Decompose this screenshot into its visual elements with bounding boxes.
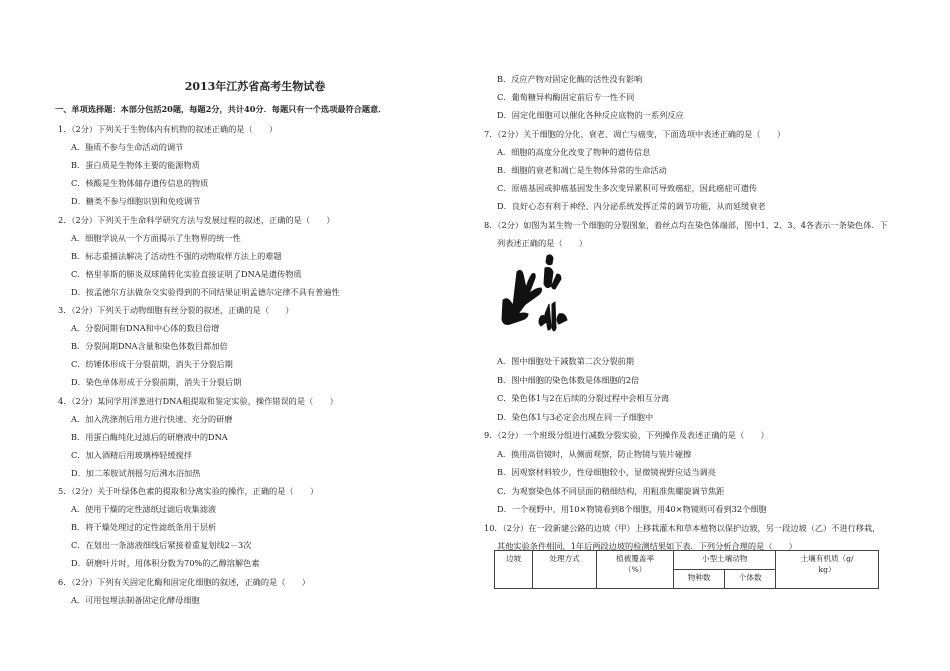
- question-text: 1．（2分）下列关于生物体内有机物的叙述正确的是（ ）: [58, 124, 278, 134]
- header-count: 个体数: [725, 570, 776, 589]
- cell-division-figure: [497, 252, 589, 342]
- answer-option: A．分裂间期有DNA和中心体的数目倍增: [71, 323, 220, 334]
- header-cover: 植被覆盖率 （%）: [597, 551, 674, 589]
- answer-option: C．原癌基因或抑癌基因发生多次变异累积可导致癌症，因此癌症可遗传: [497, 183, 758, 194]
- answer-option: C．纺锤体形成于分裂前期，消失于分裂后期: [71, 359, 233, 370]
- chromosome-shape: [552, 274, 561, 289]
- header-slope: 边坡: [495, 551, 533, 589]
- question-text: 10．（2分）在一段新建公路的边坡（甲）上移栽灌木和草本植物以保护边坡，另一段边坡（乙）不进行移栽，: [484, 522, 881, 533]
- answer-option: C．格里菲斯的肺炎双球菌转化实验直接证明了DNA是遗传物质: [71, 268, 302, 279]
- answer-option: D．按孟德尔方法做杂交实验得到的不同结果证明孟德尔定律不具有普遍性: [71, 286, 340, 297]
- answer-option: D．染色单体形成于分裂前期，消失于分裂后期: [71, 377, 242, 388]
- answer-option: C．在划出一条滤液细线后紧接着重复划线2－3次: [71, 540, 252, 551]
- header-animals: 小型土壤动物: [674, 551, 776, 570]
- answer-option: C．核酸是生物体储存遗传信息的物质: [71, 178, 209, 189]
- table-header-row: [495, 551, 879, 570]
- answer-option: B．标志重捕法解决了活动性不强的动物取样方法上的难题: [71, 250, 282, 261]
- answer-option: A．细胞的高度分化改变了物种的遗传信息: [497, 146, 651, 157]
- answer-option: B．因观察材料较少，性母细胞较小，显微镜视野应适当调亮: [497, 467, 716, 477]
- answer-option: C．加入酒精后用玻璃棒轻缓搅拌: [71, 449, 192, 460]
- answer-option: A．图中细胞处于减数第二次分裂前期: [497, 356, 634, 366]
- answer-option: A．脂质不参与生命活动的调节: [71, 142, 184, 153]
- question-text: 9．（2分）一个班级分组进行减数分裂实验，下列操作及表述正确的是（ ）: [484, 430, 769, 440]
- answer-option: B．用蛋白酶纯化过滤后的研磨液中的DNA: [71, 431, 228, 442]
- answer-option: C．染色体1与2在后续的分裂过程中会相互分离: [497, 393, 670, 403]
- answer-option: B．细胞的衰老和凋亡是生物体异常的生命活动: [497, 165, 667, 175]
- answer-option: B．分裂间期DNA含量和染色体数目都加倍: [71, 341, 228, 352]
- header-organic: 土壤有机质（g/ kg）: [776, 551, 879, 589]
- answer-option: B．反应产物对固定化酶的活性没有影响: [497, 74, 643, 84]
- page-title: 2013年江苏省高考生物试卷: [184, 80, 326, 93]
- answer-option: D．糖类不参与细胞识别和免疫调节: [71, 196, 201, 207]
- result-table: [494, 550, 879, 589]
- question-text: 4．（2分）某同学用洋葱进行DNA粗提取和鉴定实验，操作错误的是（ ）: [58, 395, 338, 406]
- answer-option: D．加二苯胺试剂摇匀后沸水浴加热: [71, 467, 201, 478]
- answer-option: C．为观察染色体不同层面的精细结构，用粗准焦螺旋调节焦距: [497, 485, 725, 496]
- question-text: 其他实验条件相同，1年后两段边坡的检测结果如下表．下列分析合理的是（ ）: [497, 541, 797, 551]
- answer-option: A．加入洗涤剂后用力进行快速、充分的研磨: [71, 413, 233, 424]
- chromosome-shape: [513, 270, 542, 308]
- answer-option: B．图中细胞的染色体数是体细胞的2倍: [497, 374, 640, 385]
- chromosome-shape: [546, 255, 553, 265]
- question-text: 7．（2分）关于细胞的分化、衰老、凋亡与癌变，下面选项中表述正确的是（ ）: [484, 128, 786, 139]
- answer-option: D．染色体1与3必定会出现在同一子细胞中: [497, 411, 654, 422]
- answer-option: A．可用包埋法制备固定化酵母细胞: [71, 594, 200, 605]
- question-text: 3．（2分）下列关于动物细胞有丝分裂的叙述，正确的是（ ）: [58, 305, 294, 315]
- chromosome-shape: [552, 302, 556, 331]
- question-text: 列表述正确的是（ ）: [497, 237, 588, 248]
- answer-option: A．使用干燥的定性滤纸过滤后收集滤液: [71, 504, 217, 515]
- answer-option: B．蛋白质是生物体主要的能源物质: [71, 160, 200, 171]
- section-heading: 一、单项选择题：本部分包括20题，每题2分，共计40分．每题只有一个选项最符合题意．: [55, 104, 387, 114]
- chromosome-shape: [557, 314, 567, 324]
- answer-option: D．良好心态有利于神经、内分泌系统发挥正常的调节功能，从而延缓衰老: [497, 201, 766, 212]
- question-text: 2．（2分）下列关于生命科学研究方法与发展过程的叙述，正确的是（ ）: [58, 214, 335, 225]
- answer-option: A．细胞学说从一个方面揭示了生物界的统一性: [71, 232, 241, 243]
- question-text: 5．（2分）关于叶绿体色素的提取和分离实验的操作，正确的是（ ）: [58, 486, 319, 496]
- answer-option: D．研磨叶片时，用体积分数为70%的乙醇溶解色素: [71, 558, 260, 569]
- question-text: 8．（2分）如图为某生物一个细胞的分裂图象，着丝点均在染色体端部，图中1、2、3、4各表示一条染色体．下: [484, 219, 888, 230]
- answer-option: B．将干燥处理过的定性滤纸条用于层析: [71, 522, 217, 533]
- answer-option: D．一个视野中，用10×物镜看到8个细胞，用40×物镜则可看到32个细胞: [497, 504, 767, 514]
- question-text: 6．（2分）下列有关固定化酶和固定化细胞的叙述，正确的是（ ）: [58, 576, 310, 587]
- answer-option: C．葡萄糖异构酶固定前后专一性不同: [497, 92, 635, 103]
- header-method: 处理方式: [533, 551, 597, 589]
- header-species: 物种数: [674, 570, 725, 589]
- answer-option: D．固定化细胞可以催化各种反应底物的一系列反应: [497, 110, 684, 121]
- answer-option: A．换用高倍镜时，从侧面观察，防止物镜与装片碰擦: [497, 448, 692, 459]
